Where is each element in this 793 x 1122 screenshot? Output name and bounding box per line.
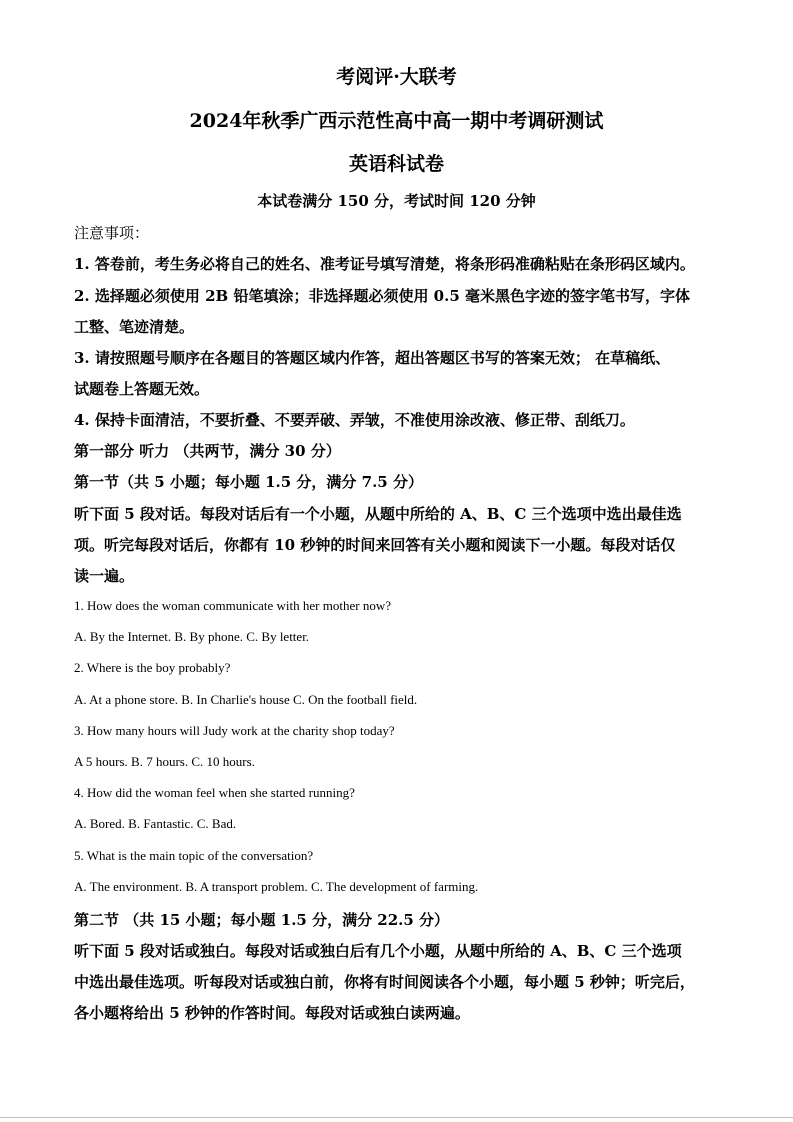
question-3: 3. How many hours will Judy work at the charity shop today? — [74, 723, 395, 738]
question-4: 4. How did the woman feel when she started running? — [74, 785, 355, 800]
question-3-options: A 5 hours. B. 7 hours. C. 10 hours. — [74, 754, 255, 769]
header-line-1: 考阅评·大联考 — [336, 66, 457, 88]
section1-intro-c: 读一遍。 — [74, 567, 135, 585]
section2-intro-b: 中选出最佳选项。听每段对话或独白前，你将有时间阅读各个小题，每小题 5 秒钟；听完后， — [74, 973, 695, 991]
notice-heading: 注意事项： — [74, 224, 150, 242]
question-2: 2. Where is the boy probably? — [74, 660, 231, 675]
part1-heading: 第一部分 听力 （共两节，满分 30 分） — [74, 442, 341, 460]
section2-intro-a: 听下面 5 段对话或独白。每段对话或独白后有几个小题，从题中所给的 A、B、C 三个选项 — [74, 942, 682, 960]
section1-heading: 第一节（共 5 小题；每小题 1.5 分，满分 7.5 分） — [74, 473, 423, 491]
notice-item-2b: 工整、笔迹清楚。 — [74, 318, 195, 336]
section1-intro-b: 项。听完每段对话后，你都有 10 秒钟的时间来回答有关小题和阅读下一小题。每段对话仅 — [74, 536, 676, 554]
question-4-options: A. Bored. B. Fantastic. C. Bad. — [74, 816, 237, 831]
section1-intro-a: 听下面 5 段对话。每段对话后有一个小题，从题中所给的 A、B、C 三个选项中选出最佳选 — [74, 505, 682, 523]
notice-item-3b: 试题卷上答题无效。 — [74, 380, 210, 398]
notice-item-2a: 2. 选择题必须使用 2B 铅笔填涂；非选择题必须使用 0.5 毫米黑色字迹的签字笔书写，字体 — [74, 287, 690, 305]
notice-item-4: 4. 保持卡面清洁，不要折叠、不要弄破、弄皱，不准使用涂改液、修正带、刮纸刀。 — [74, 411, 635, 429]
question-5: 5. What is the main topic of the conversation? — [74, 848, 314, 863]
section2-heading: 第二节 （共 15 小题；每小题 1.5 分，满分 22.5 分） — [74, 911, 450, 929]
header-line-3: 英语科试卷 — [348, 153, 444, 175]
question-2-options: A. At a phone store. B. In Charlie's house C. On the football field. — [74, 692, 418, 707]
exam-info: 本试卷满分 150 分，考试时间 120 分钟 — [257, 192, 536, 210]
notice-item-3a: 3. 请按照题号顺序在各题目的答题区域内作答，超出答题区书写的答案无效； 在草稿纸、 — [74, 349, 671, 367]
question-1: 1. How does the woman communicate with her mother now? — [74, 598, 391, 613]
question-5-options: A. The environment. B. A transport problem. C. The development of farming. — [74, 879, 479, 894]
section2-intro-c: 各小题将给出 5 秒钟的作答时间。每段对话或独白读两遍。 — [74, 1004, 470, 1022]
notice-item-1: 1. 答卷前，考生务必将自己的姓名、准考证号填写清楚，将条形码准确粘贴在条形码区域内。 — [74, 255, 695, 273]
page-bottom-rule — [0, 1117, 793, 1118]
question-1-options: A. By the Internet. B. By phone. C. By letter. — [74, 629, 310, 644]
header-line-2: 2024年秋季广西示范性高中高一期中考调研测试 — [189, 110, 604, 132]
